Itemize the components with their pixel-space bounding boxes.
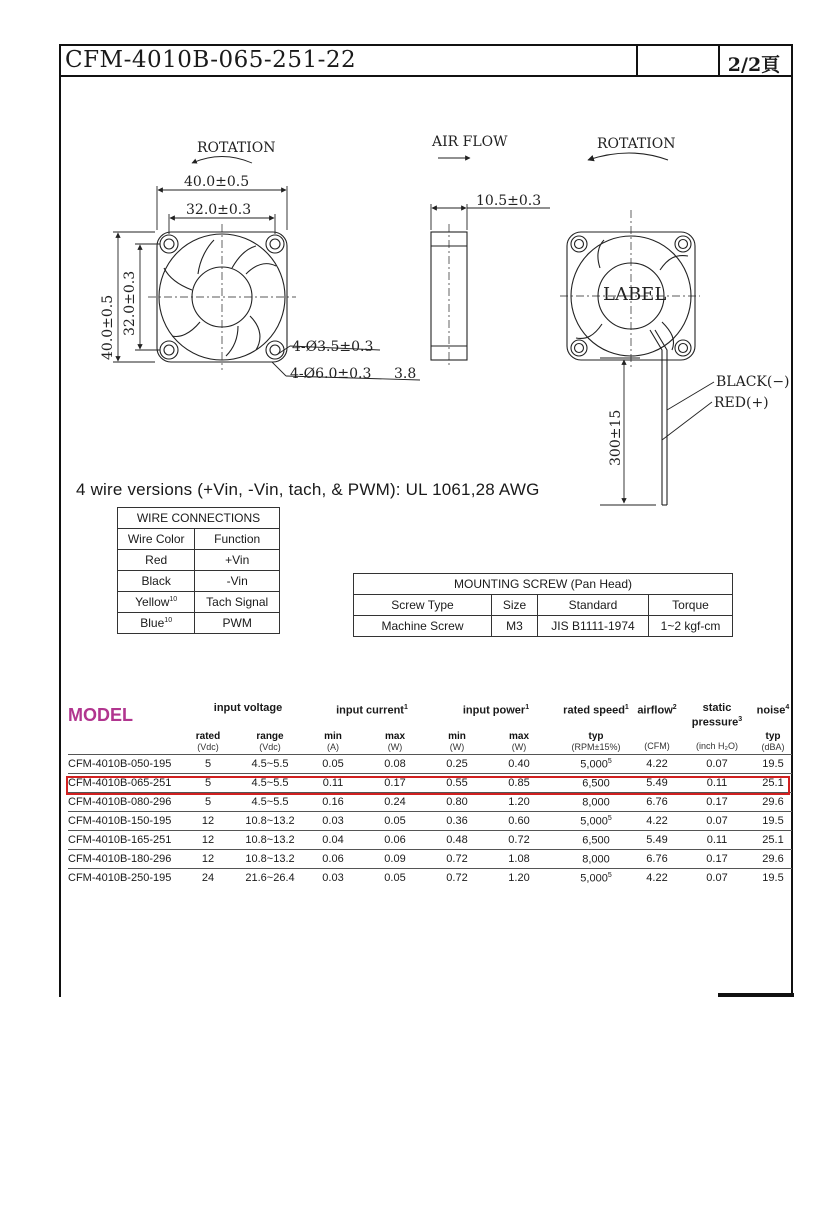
wire-row <box>118 571 280 592</box>
label-placeholder: LABEL <box>603 284 667 305</box>
unit-cell: max (W) <box>508 730 529 752</box>
table-row <box>68 831 792 850</box>
dim-hole-pitch: 32.0±0.3 <box>186 202 252 218</box>
wire-color: Black <box>118 571 195 592</box>
side-view <box>431 158 550 368</box>
spec-cell: 19.5 <box>754 755 792 774</box>
front-view <box>148 224 296 370</box>
screw-type: Machine Screw <box>354 616 492 637</box>
screw-header: Standard <box>538 595 649 616</box>
dim-thickness: 10.5±0.3 <box>476 193 542 209</box>
screw-row <box>354 616 733 637</box>
wire-red-label: RED(+) <box>714 395 769 411</box>
wire-row <box>118 613 280 634</box>
wire-table-title: WIRE CONNECTIONS <box>118 508 280 529</box>
spec-cell: 8,000 <box>558 793 634 812</box>
unit-cell: (CFM) <box>644 741 670 752</box>
spec-cell: 19.5 <box>754 812 792 831</box>
rotation-label-right: ROTATION <box>597 136 676 152</box>
model-number: CFM-4010B-050-195 <box>68 755 186 774</box>
spec-cell: 0.16 <box>310 793 356 812</box>
back-view <box>560 153 714 505</box>
spec-cell: 0.07 <box>680 755 754 774</box>
spec-cell: 0.05 <box>310 755 356 774</box>
dim-mount-hole: 4-Ø3.5±0.3 <box>292 339 374 355</box>
spec-cell: 5,000$^5$ <box>558 869 634 888</box>
header-speed: rated speed$^1$ <box>563 704 629 717</box>
wire-color: Blue$^{10}$ <box>118 613 195 634</box>
spec-cell: 0.17 <box>680 793 754 812</box>
model-label: MODEL <box>68 704 133 725</box>
spec-cell: 10.8~13.2 <box>230 831 310 850</box>
wire-function: Tach Signal <box>195 592 280 613</box>
spec-cell: 1.20 <box>480 793 558 812</box>
dim-outer-width: 40.0±0.5 <box>184 174 250 190</box>
unit-cell: min (A) <box>324 730 342 752</box>
unit-cell: (inch H₂O) <box>696 741 738 752</box>
spec-cell: 5.49 <box>634 774 680 793</box>
unit-cell: range (Vdc) <box>256 730 284 752</box>
model-number: CFM-4010B-250-195 <box>68 869 186 888</box>
unit-cell: min (W) <box>448 730 466 752</box>
spec-cell: 0.03 <box>310 869 356 888</box>
model-number: CFM-4010B-180-296 <box>68 850 186 869</box>
screw-header: Screw Type <box>354 595 492 616</box>
spec-cell: 29.6 <box>754 793 792 812</box>
spec-cell: 8,000 <box>558 850 634 869</box>
spec-cell: 12 <box>186 812 230 831</box>
unit-cell: rated (Vdc) <box>195 730 221 752</box>
spec-cell: 0.04 <box>310 831 356 850</box>
doc-number: CFM-4010B-065-251-22 <box>65 47 357 73</box>
spec-cell: 0.72 <box>480 831 558 850</box>
mounting-screw-table <box>353 573 733 637</box>
spec-cell: 6.76 <box>634 793 680 812</box>
spec-cell: 5 <box>186 774 230 793</box>
model-number: CFM-4010B-065-251 <box>68 774 186 793</box>
table-row <box>68 793 792 812</box>
screw-table-title: MOUNTING SCREW (Pan Head) <box>354 574 733 595</box>
spec-cell: 0.05 <box>356 812 434 831</box>
spec-cell: 0.11 <box>310 774 356 793</box>
spec-cell: 10.8~13.2 <box>230 850 310 869</box>
fan-drawing <box>0 0 827 520</box>
screw-header: Torque <box>649 595 733 616</box>
spec-cell: 21.6~26.4 <box>230 869 310 888</box>
table-row <box>68 812 792 831</box>
spec-cell: 0.06 <box>356 831 434 850</box>
spec-cell: 0.08 <box>356 755 434 774</box>
wire-row <box>118 550 280 571</box>
dim-hole-pitch-v: 32.0±0.3 <box>122 270 138 336</box>
wire-function: -Vin <box>195 571 280 592</box>
header-airflow: airflow$^2$ <box>637 704 677 717</box>
spec-cell: 6,500 <box>558 831 634 850</box>
frame-bottom-mark <box>718 993 794 997</box>
dim-outer-height: 40.0±0.5 <box>100 294 116 360</box>
header-pressure: static pressure$^3$ <box>691 702 743 729</box>
wire-row <box>118 592 280 613</box>
wire-versions-title: 4 wire versions (+Vin, -Vin, tach, & PWM): UL 1061,28 AWG <box>76 480 540 499</box>
spec-cell: 0.09 <box>356 850 434 869</box>
spec-cell: 6,500 <box>558 774 634 793</box>
dim-mount-boss: 4-Ø6.0±0.3 <box>290 366 372 382</box>
spec-cell: 4.22 <box>634 812 680 831</box>
spec-cell: 4.22 <box>634 755 680 774</box>
spec-cell: 12 <box>186 831 230 850</box>
spec-cell: 24 <box>186 869 230 888</box>
wire-function: PWM <box>195 613 280 634</box>
unit-cell: typ (RPM±15%) <box>571 730 621 752</box>
header-current: input current$^1$ <box>336 704 408 717</box>
selected-model-highlight <box>66 776 790 795</box>
model-number: CFM-4010B-165-251 <box>68 831 186 850</box>
spec-cell: 19.5 <box>754 869 792 888</box>
unit-cell: typ (dBA) <box>761 730 785 752</box>
spec-cell: 0.48 <box>434 831 480 850</box>
spec-cell: 0.85 <box>480 774 558 793</box>
spec-cell: 25.1 <box>754 831 792 850</box>
spec-cell: 4.5~5.5 <box>230 774 310 793</box>
spec-cell: 0.17 <box>680 850 754 869</box>
spec-cell: 0.17 <box>356 774 434 793</box>
wire-header-color: Wire Color <box>118 529 195 550</box>
spec-cell: 0.72 <box>434 850 480 869</box>
spec-cell: 5,000$^5$ <box>558 755 634 774</box>
page-number: 2/2頁 <box>727 54 781 76</box>
spec-cell: 0.36 <box>434 812 480 831</box>
spec-cell: 0.05 <box>356 869 434 888</box>
unit-row <box>68 729 792 755</box>
wire-connections-table <box>117 507 280 634</box>
spec-cell: 0.11 <box>680 774 754 793</box>
spec-cell: 0.11 <box>680 831 754 850</box>
spec-cell: 25.1 <box>754 774 792 793</box>
unit-cell: max (W) <box>384 730 405 752</box>
wire-black-label: BLACK(−) <box>716 374 790 390</box>
spec-cell: 0.06 <box>310 850 356 869</box>
wire-color: Yellow$^{10}$ <box>118 592 195 613</box>
spec-cell: 4.22 <box>634 869 680 888</box>
screw-torque: 1~2 kgf-cm <box>649 616 733 637</box>
spec-cell: 1.20 <box>480 869 558 888</box>
screw-size: M3 <box>492 616 538 637</box>
spec-cell: 12 <box>186 850 230 869</box>
spec-cell: 10.8~13.2 <box>230 812 310 831</box>
wire-header-function: Function <box>195 529 280 550</box>
header-noise: noise$^4$ <box>756 704 790 717</box>
spec-cell: 0.55 <box>434 774 480 793</box>
header-power: input power$^1$ <box>462 704 530 717</box>
spec-cell: 0.80 <box>434 793 480 812</box>
dim-boss-depth: 3.8 <box>394 366 417 382</box>
spec-cell: 4.5~5.5 <box>230 793 310 812</box>
spec-cell: 5.49 <box>634 831 680 850</box>
spec-cell: 29.6 <box>754 850 792 869</box>
spec-cell: 0.07 <box>680 812 754 831</box>
table-row <box>68 850 792 869</box>
spec-cell: 0.72 <box>434 869 480 888</box>
table-row <box>68 869 792 888</box>
air-flow-label: AIR FLOW <box>432 134 508 150</box>
spec-cell: 6.76 <box>634 850 680 869</box>
model-number: CFM-4010B-080-296 <box>68 793 186 812</box>
model-number: CFM-4010B-150-195 <box>68 812 186 831</box>
spec-cell: 0.24 <box>356 793 434 812</box>
spec-cell: 0.03 <box>310 812 356 831</box>
spec-cell: 5 <box>186 793 230 812</box>
table-row <box>68 755 792 774</box>
screw-standard: JIS B1111-1974 <box>538 616 649 637</box>
spec-cell: 0.25 <box>434 755 480 774</box>
wire-color: Red <box>118 550 195 571</box>
dim-wire-length: 300±15 <box>608 409 624 466</box>
spec-cell: 5 <box>186 755 230 774</box>
wire-function: +Vin <box>195 550 280 571</box>
spec-cell: 0.07 <box>680 869 754 888</box>
spec-cell: 5,000$^5$ <box>558 812 634 831</box>
rotation-label-left: ROTATION <box>197 140 276 156</box>
screw-header: Size <box>492 595 538 616</box>
spec-cell: 0.60 <box>480 812 558 831</box>
spec-cell: 4.5~5.5 <box>230 755 310 774</box>
spec-cell: 0.40 <box>480 755 558 774</box>
header-voltage: input voltage <box>213 702 283 714</box>
spec-cell: 1.08 <box>480 850 558 869</box>
